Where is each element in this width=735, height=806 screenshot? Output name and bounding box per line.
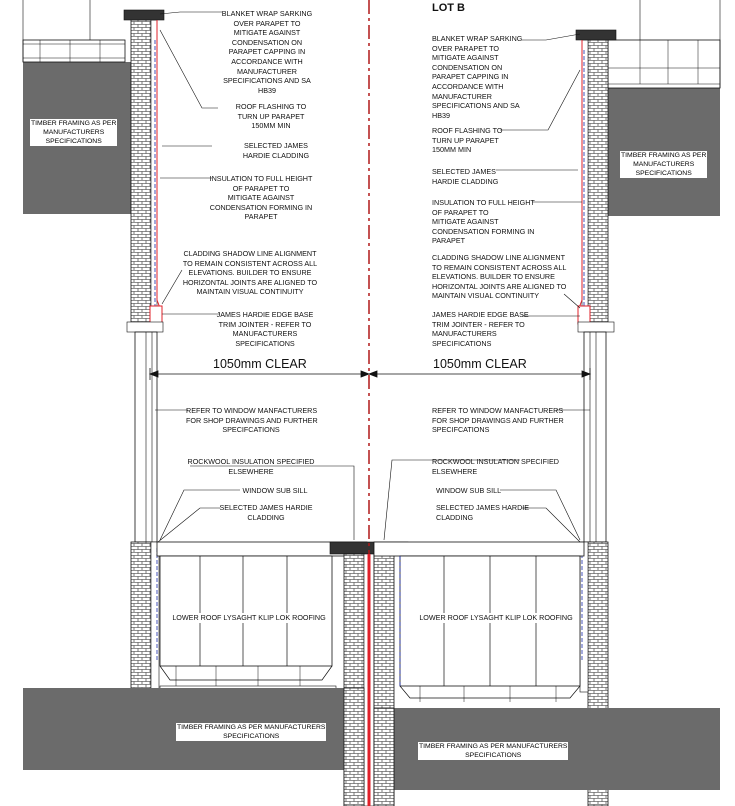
- right-lower-roof: [400, 556, 580, 702]
- left-note-edge-base: JAMES HARDIE EDGE BASE TRIM JOINTER - REFER TO MANUFACTURERS SPECIFICATIONS: [216, 310, 314, 348]
- framing-label-top-left: TIMBER FRAMING AS PER MANUFACTURERS SPECIFICATIONS: [31, 120, 117, 145]
- left-note-window-ref: REFER TO WINDOW MANFACTURERS FOR SHOP DRAWINGS AND FURTHER SPECIFCATIONS: [186, 406, 318, 435]
- framing-label-top-right: TIMBER FRAMING AS PER MANUFACTURERS SPECIFICATIONS: [621, 152, 707, 177]
- framing-label-bottom-right: TIMBER FRAMING AS PER MANUFACTURERS SPECIFICATIONS: [419, 743, 568, 759]
- right-wall-brick-upper: [588, 40, 608, 330]
- right-note-sub-sill: WINDOW SUB SILL: [436, 486, 502, 495]
- right-edge-base-trim: [578, 306, 590, 324]
- right-note-rockwool: ROCKWOOL INSULATION SPECIFIED ELSEWHERE: [432, 457, 559, 476]
- left-note-shadow-line: CLADDING SHADOW LINE ALIGNMENT TO REMAIN CONSISTENT ACROSS ALL ELEVATIONS. BUILDER TO ENSURE HORIZONTAL JOINTS ARE ALIGNED TO MAINTAIN VISUAL CONTINUITY: [182, 249, 318, 297]
- right-window-frame: [584, 332, 606, 542]
- left-note-cladding-lower: SELECTED JAMES HARDIE CLADDING: [219, 503, 313, 522]
- left-note-rockwool: ROCKWOOL INSULATION SPECIFIED ELSEWHERE: [187, 457, 315, 476]
- right-parapet-cap: [576, 30, 616, 40]
- right-note-edge-base: JAMES HARDIE EDGE BASE TRIM JOINTER - REFER TO MANUFACTURERS SPECIFICATIONS: [432, 310, 529, 348]
- right-note-lower-roof: LOWER ROOF LYSAGHT KLIP LOK ROOFING: [419, 613, 573, 622]
- left-note-cladding: SELECTED JAMES HARDIE CLADDING: [242, 141, 310, 160]
- right-note-blanket-wrap: BLANKET WRAP SARKING OVER PARAPET TO MITIGATE AGAINST CONDENSATION ON PARAPET CAPPING IN ACCORDANCE WITH MANUFACTURER SPECIFICATIONS AND SA HB39: [432, 34, 523, 120]
- left-lower-roof: [160, 556, 336, 692]
- roof-top-left: [23, 40, 125, 62]
- right-sub-sill: [374, 542, 584, 556]
- left-note-sub-sill: WINDOW SUB SILL: [242, 486, 308, 495]
- dimension-right-label: 1050mm CLEAR: [430, 357, 530, 371]
- right-note-insulation: INSULATION TO FULL HEIGHT OF PARAPET TO MITIGATE AGAINST CONDENSATION FORMING IN PARAPET: [432, 198, 535, 246]
- left-wall-brick-upper: [131, 20, 151, 325]
- left-note-roof-flashing: ROOF FLASHING TO TURN UP PARAPET 150MM MIN: [235, 102, 307, 131]
- left-edge-base-trim: [150, 306, 162, 324]
- lot-b-title: LOT B: [432, 2, 465, 14]
- left-wall-brick-lower: [131, 542, 151, 692]
- left-parapet-cap: [124, 10, 164, 20]
- framing-label-bottom-left: TIMBER FRAMING AS PER MANUFACTURERS SPECIFICATIONS: [177, 724, 326, 740]
- left-note-insulation: INSULATION TO FULL HEIGHT OF PARAPET TO MITIGATE AGAINST CONDENSATION FORMING IN PARAPET: [209, 174, 313, 222]
- right-note-window-ref: REFER TO WINDOW MANFACTURERS FOR SHOP DRAWINGS AND FURTHER SPECIFCATIONS: [432, 406, 564, 435]
- right-note-cladding: SELECTED JAMES HARDIE CLADDING: [432, 167, 499, 186]
- right-note-shadow-line: CLADDING SHADOW LINE ALIGNMENT TO REMAIN CONSISTENT ACROSS ALL ELEVATIONS. BUILDER TO ENSURE HORIZONTAL JOINTS ARE ALIGNED TO MAINTAIN VISUAL CONTINUITY: [432, 253, 567, 301]
- right-note-roof-flashing: ROOF FLASHING TO TURN UP PARAPET 150MM MIN: [432, 126, 503, 155]
- left-note-lower-roof: LOWER ROOF LYSAGHT KLIP LOK ROOFING: [170, 613, 328, 623]
- left-note-blanket-wrap: BLANKET WRAP SARKING OVER PARAPET TO MITIGATE AGAINST CONDENSATION ON PARAPET CAPPING IN ACCORDANCE WITH MANUFACTURER SPECIFICATIONS AND SA HB39: [221, 9, 313, 95]
- right-note-cladding-lower: SELECTED JAMES HARDIE CLADDING: [436, 503, 530, 522]
- roof-top-right: [608, 40, 720, 88]
- dimension-left-label: 1050mm CLEAR: [210, 357, 310, 371]
